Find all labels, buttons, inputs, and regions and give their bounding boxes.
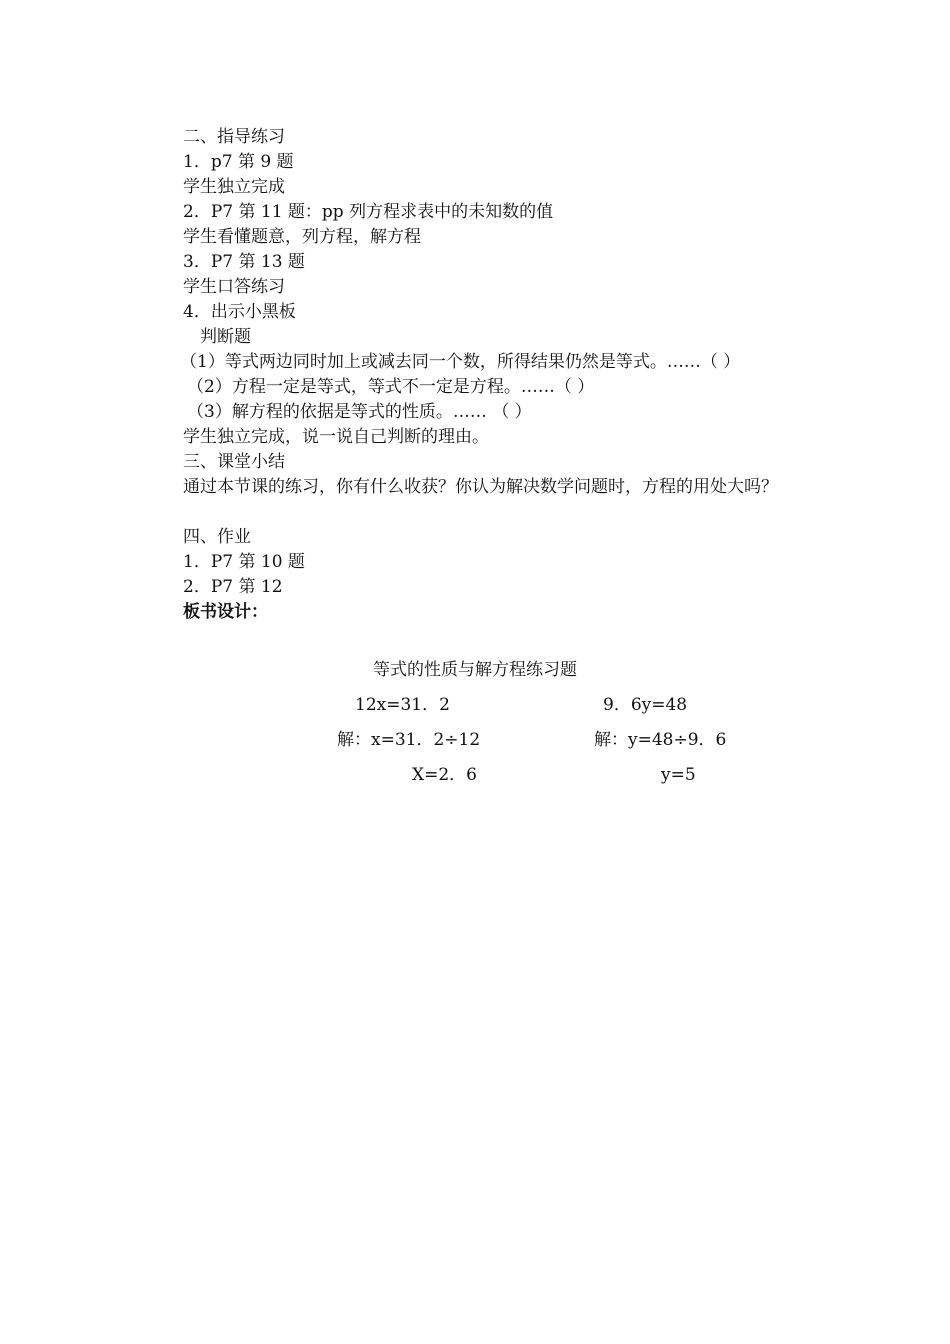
right-equation: 9．6y=48 <box>603 695 688 715</box>
practice-item-1-note: 学生独立完成 <box>183 177 285 197</box>
left-solution-step: 解：x=31．2÷12 <box>337 730 481 750</box>
practice-item-2: 2．P7 第 11 题：pp 列方程求表中的未知数的值 <box>183 202 554 222</box>
section-heading-homework: 四、作业 <box>183 527 251 547</box>
board-title: 等式的性质与解方程练习题 <box>373 660 577 680</box>
left-result: X=2．6 <box>412 765 477 785</box>
judge-note: 学生独立完成，说一说自己判断的理由。 <box>183 427 489 447</box>
judge-title: 判断题 <box>200 327 251 347</box>
right-result: y=5 <box>661 765 696 785</box>
practice-item-1: 1．p7 第 9 题 <box>183 152 294 172</box>
homework-item-2: 2．P7 第 12 <box>183 577 283 597</box>
left-equation: 12x=31．2 <box>355 695 450 715</box>
practice-item-4: 4．出示小黑板 <box>183 302 296 322</box>
section-heading-guided-practice: 二、指导练习 <box>183 127 285 147</box>
right-solution-step: 解：y=48÷9．6 <box>594 730 727 750</box>
board-design-label: 板书设计： <box>183 602 268 622</box>
judge-question-3: （3）解方程的依据是等式的性质。…… （ ） <box>187 402 532 422</box>
practice-item-3-note: 学生口答练习 <box>183 277 285 297</box>
section-heading-summary: 三、课堂小结 <box>183 452 285 472</box>
homework-item-1: 1．P7 第 10 题 <box>183 552 305 572</box>
judge-question-1: （1）等式两边同时加上或减去同一个数，所得结果仍然是等式。……（ ） <box>180 352 741 372</box>
summary-text: 通过本节课的练习，你有什么收获？你认为解决数学问题时，方程的用处大吗？ <box>183 477 778 497</box>
practice-item-3: 3．P7 第 13 题 <box>183 252 305 272</box>
judge-question-2: （2）方程一定是等式，等式不一定是方程。……（ ） <box>187 377 595 397</box>
practice-item-2-note: 学生看懂题意，列方程，解方程 <box>183 227 421 247</box>
